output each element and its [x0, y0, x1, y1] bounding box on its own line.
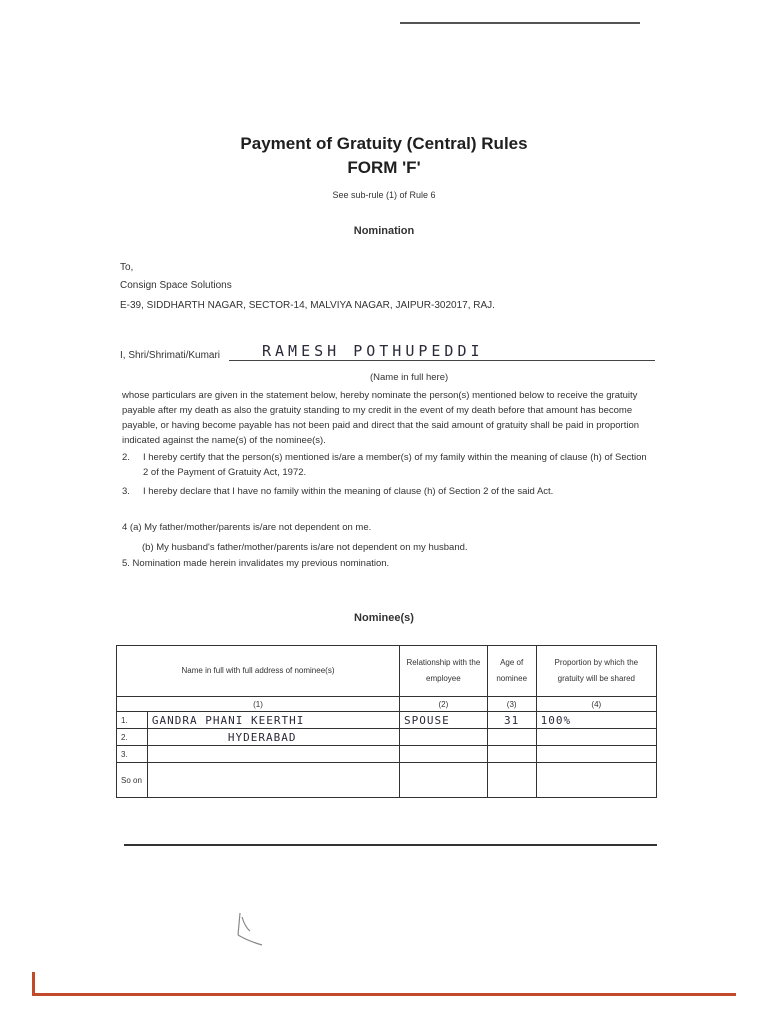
column-number-1: (1): [117, 697, 400, 712]
nominee-share-cell: [536, 763, 656, 798]
pen-scribble-mark: [230, 905, 270, 955]
paragraph-2: I hereby certify that the person(s) mentioned is/are a member(s) of my family within the meaning of clause (h) of Section 2 of the Payment of Gratuity Act, 1972.: [143, 452, 647, 478]
column-header-age: Age of nominee: [487, 646, 536, 697]
nominee-age-cell: [487, 763, 536, 798]
table-row: [117, 746, 657, 763]
row-serial: So on: [117, 763, 148, 798]
nominees-table: [116, 645, 657, 798]
table-header-row: [117, 646, 657, 697]
declarant-label: I, Shri/Shrimati/Kumari: [120, 350, 221, 361]
form-name: FORM 'F': [347, 158, 421, 177]
nominee-age-cell: [487, 729, 536, 746]
scan-bottom-edge: [32, 993, 736, 996]
address-company: Consign Space Solutions: [120, 280, 232, 291]
signature-rule: [124, 844, 657, 846]
nominees-heading: Nominee(s): [354, 612, 414, 624]
paragraph-2-number: 2.: [122, 452, 130, 463]
row-serial: 3.: [117, 746, 148, 763]
nominee-share-cell: [536, 729, 656, 746]
name-underline: [229, 360, 655, 361]
column-header-proportion: Proportion by which the gratuity will be shared: [536, 646, 656, 697]
table-row: [117, 712, 657, 729]
page-title: Payment of Gratuity (Central) Rules: [240, 134, 528, 153]
nominee-relationship-cell: SPOUSE: [400, 712, 488, 729]
column-header-name: Name in full with full address of nominee(s): [117, 646, 400, 697]
nominee-name-cell: [147, 763, 399, 798]
column-number-2: (2): [400, 697, 488, 712]
name-caption: (Name in full here): [370, 372, 449, 383]
nominee-relationship-cell: [400, 763, 488, 798]
column-number-4: (4): [536, 697, 656, 712]
nominee-share-cell: [536, 746, 656, 763]
column-header-relationship: Relationship with the employee: [400, 646, 488, 697]
nominee-name-cell: [147, 746, 399, 763]
column-number-row: [117, 697, 657, 712]
paragraph-5: 5. Nomination made herein invalidates my previous nomination.: [122, 558, 390, 569]
row-serial: 2.: [117, 729, 148, 746]
row-serial: 1.: [117, 712, 148, 729]
section-heading-nomination: Nomination: [353, 225, 415, 237]
sub-rule-reference: See sub-rule (1) of Rule 6: [332, 190, 436, 200]
paragraph-4b: (b) My husband's father/mother/parents is/are not dependent on my husband.: [142, 542, 468, 553]
nominee-name-cell: GANDRA PHANI KEERTHI: [147, 712, 399, 729]
nominee-age-cell: 31: [487, 712, 536, 729]
top-scan-edge: [400, 22, 640, 24]
table-row: [117, 729, 657, 746]
scan-edge-mark: [32, 972, 35, 994]
nominee-relationship-cell: [400, 746, 488, 763]
address-street: E-39, SIDDHARTH NAGAR, SECTOR-14, MALVIYA NAGAR, JAIPUR-302017, RAJ.: [120, 300, 495, 311]
nominee-relationship-cell: [400, 729, 488, 746]
paragraph-3-number: 3.: [122, 486, 130, 497]
paragraph-4a: 4 (a) My father/mother/parents is/are not dependent on me.: [122, 522, 372, 533]
paragraph-3: I hereby declare that I have no family within the meaning of clause (h) of Section 2 of the said Act.: [143, 486, 554, 497]
address-to: To,: [120, 262, 134, 273]
table-row: [117, 763, 657, 798]
nominee-address-cell: HYDERABAD: [147, 729, 399, 746]
nominee-age-cell: [487, 746, 536, 763]
declarant-name-handwritten: RAMESH POTHUPEDDI: [262, 342, 484, 360]
column-number-3: (3): [487, 697, 536, 712]
nominee-share-cell: 100%: [536, 712, 656, 729]
paragraph-1: whose particulars are given in the statement below, hereby nominate the person(s) mentioned below to receive the gratuity payable after my death as also the gratuity standing to my credit in the event of my death before that amount has become payable, or having become payable has not been paid and direct that the said amount of gratuity shall be paid in proportion indicated against the name(s) of the nominee(s).: [122, 390, 640, 446]
